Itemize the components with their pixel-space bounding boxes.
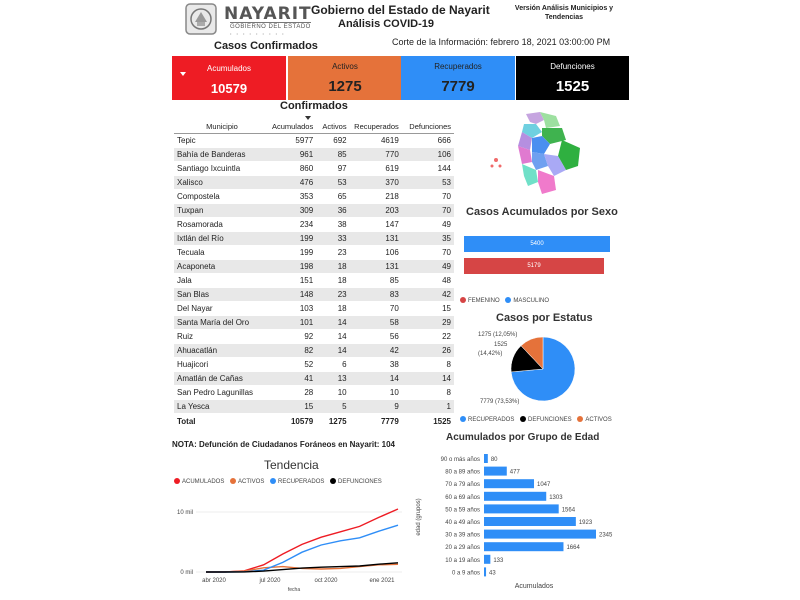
trend-x-tick: ene 2021: [369, 578, 395, 584]
legend-item[interactable]: [460, 417, 514, 423]
cell-acumulados: 309: [270, 204, 316, 218]
trend-x-axis-label: fecha: [287, 587, 301, 593]
legend-item[interactable]: [270, 479, 324, 485]
legend-item[interactable]: [520, 417, 572, 423]
legend-label: DEFUNCIONES: [338, 478, 382, 485]
legend-item[interactable]: [230, 479, 264, 485]
cell-recuperados: 370: [350, 176, 402, 190]
pie-label-recuperados: 7779 (73,53%): [480, 399, 520, 405]
cell-defunciones: 35: [402, 232, 454, 246]
cell-defunciones: 8: [402, 386, 454, 400]
cell-acumulados: 353: [270, 190, 316, 204]
table-row[interactable]: [174, 316, 454, 330]
cell-recuperados: 56: [350, 330, 402, 344]
cell-municipio: Ahuacatlán: [174, 344, 270, 358]
cell-activos: 85: [316, 148, 349, 162]
brand-ornament: • • • • • • • • •: [230, 31, 286, 36]
trend-line-acumulados[interactable]: [206, 509, 398, 572]
age-bar-value: 133: [493, 557, 504, 564]
total-cell: 10579: [270, 414, 316, 429]
kpi-recuperados[interactable]: [401, 56, 515, 100]
version-note: Versión Análisis Municipios y Tendencias: [514, 5, 614, 21]
table-row[interactable]: [174, 274, 454, 288]
age-bar-value: 80: [490, 457, 498, 463]
legend-dot-icon: [520, 416, 526, 422]
legend-dot-icon: [270, 478, 276, 484]
sex-bar-femenino[interactable]: 5179: [464, 258, 604, 274]
cell-defunciones: 53: [402, 176, 454, 190]
cell-defunciones: 22: [402, 330, 454, 344]
map-island: [494, 158, 498, 162]
table-row[interactable]: [174, 330, 454, 344]
column-header-acumulados[interactable]: [270, 113, 316, 134]
trend-x-tick: jul 2020: [259, 578, 281, 584]
table-row[interactable]: [174, 372, 454, 386]
kpi-defunciones[interactable]: [516, 56, 629, 100]
kpi-acumulados[interactable]: [172, 56, 286, 100]
age-bar[interactable]: [484, 467, 507, 476]
total-cell: 1525: [402, 414, 454, 429]
table-row[interactable]: [174, 288, 454, 302]
cell-municipio: Tuxpan: [174, 204, 270, 218]
cell-activos: 14: [316, 330, 349, 344]
table-title: Confirmados: [280, 100, 348, 112]
cell-recuperados: 203: [350, 204, 402, 218]
kpi-value: 7779: [441, 78, 475, 95]
age-bar[interactable]: [484, 492, 546, 501]
age-tick-label: 20 a 29 años: [445, 545, 480, 552]
cell-municipio: San Blas: [174, 288, 270, 302]
cell-acumulados: 101: [270, 316, 316, 330]
age-bar-value: 1664: [566, 545, 580, 552]
column-header-label: Acumulados: [271, 122, 314, 131]
kpi-value: 1275: [328, 78, 362, 95]
column-header-activos[interactable]: Activos: [316, 113, 349, 134]
brand-subtitle: GOBIERNO DEL ESTADO: [230, 24, 311, 30]
cell-activos: 18: [316, 302, 349, 316]
cell-recuperados: 770: [350, 148, 402, 162]
cell-municipio: Rosamorada: [174, 218, 270, 232]
column-header-recuperados[interactable]: Recuperados: [350, 113, 402, 134]
legend-label: RECUPERADOS: [278, 478, 325, 485]
cell-activos: 33: [316, 232, 349, 246]
cell-acumulados: 198: [270, 260, 316, 274]
map-island: [491, 165, 494, 168]
cell-municipio: Acaponeta: [174, 260, 270, 274]
municipalities-table: [174, 113, 454, 429]
cell-municipio: Amatlán de Cañas: [174, 372, 270, 386]
total-cell: Total: [174, 414, 270, 429]
table-row[interactable]: [174, 232, 454, 246]
legend-dot-icon: [230, 478, 236, 484]
sex-chart-title: Casos Acumulados por Sexo: [466, 206, 618, 218]
table-row[interactable]: [174, 400, 454, 414]
age-tick-label: 40 a 49 años: [445, 520, 480, 526]
cell-recuperados: 83: [350, 288, 402, 302]
trend-chart-legend: [174, 478, 386, 485]
column-header-municipio[interactable]: Municipio: [174, 113, 270, 134]
status-pie-chart[interactable]: [508, 334, 578, 404]
cell-municipio: San Pedro Lagunillas: [174, 386, 270, 400]
cell-activos: 6: [316, 358, 349, 372]
legend-dot-icon: [174, 478, 180, 484]
cell-activos: 14: [316, 316, 349, 330]
age-bar[interactable]: [484, 530, 596, 539]
cell-acumulados: 82: [270, 344, 316, 358]
legend-item[interactable]: [330, 479, 382, 485]
trend-y-tick: 10 mil: [176, 510, 193, 516]
cell-acumulados: 476: [270, 176, 316, 190]
cell-activos: 38: [316, 218, 349, 232]
cell-municipio: Tecuala: [174, 246, 270, 260]
nayarit-map[interactable]: [484, 110, 594, 202]
legend-dot-icon: [330, 478, 336, 484]
legend-dot-icon: [505, 297, 511, 303]
cell-acumulados: 41: [270, 372, 316, 386]
pie-label-defunciones-pct: (14,42%): [478, 351, 503, 357]
cell-acumulados: 234: [270, 218, 316, 232]
cell-recuperados: 85: [350, 274, 402, 288]
cell-activos: 97: [316, 162, 349, 176]
kpi-label: Activos: [332, 62, 358, 71]
page-subtitle: Análisis COVID-19: [338, 18, 434, 30]
data-cutoff-date: Corte de la Información: febrero 18, 2021 03:00:00 PM: [392, 37, 611, 47]
total-cell: 1275: [316, 414, 349, 429]
map-island: [499, 165, 502, 168]
trend-chart-title: Tendencia: [264, 458, 319, 472]
age-bar-chart[interactable]: [412, 448, 630, 598]
age-bar[interactable]: [484, 504, 559, 513]
cell-defunciones: 15: [402, 302, 454, 316]
cell-recuperados: 14: [350, 372, 402, 386]
kpi-value: 10579: [210, 81, 248, 96]
cell-acumulados: 92: [270, 330, 316, 344]
cell-acumulados: 151: [270, 274, 316, 288]
status-chart-title: Casos por Estatus: [496, 312, 593, 324]
cell-municipio: Ixtlán del Río: [174, 232, 270, 246]
cell-defunciones: 70: [402, 204, 454, 218]
cell-acumulados: 199: [270, 246, 316, 260]
age-chart-title: Acumulados por Grupo de Edad: [446, 432, 600, 443]
cell-municipio: Jala: [174, 274, 270, 288]
legend-label: MASCULINO: [513, 297, 550, 304]
cell-recuperados: 70: [350, 302, 402, 316]
cell-municipio: Del Nayar: [174, 302, 270, 316]
cell-recuperados: 42: [350, 344, 402, 358]
age-x-axis-label: Acumulados: [514, 583, 554, 590]
cell-municipio: Ruiz: [174, 330, 270, 344]
cell-municipio: Santiago Ixcuintla: [174, 162, 270, 176]
cell-acumulados: 28: [270, 386, 316, 400]
kpi-value: 1525: [555, 78, 590, 95]
age-bar[interactable]: [484, 567, 486, 576]
age-tick-label: 0 a 9 años: [451, 570, 480, 577]
cell-recuperados: 218: [350, 190, 402, 204]
table-row[interactable]: [174, 134, 454, 148]
cell-acumulados: 15: [270, 400, 316, 414]
pie-label-defunciones: 1525: [494, 342, 508, 348]
age-bar[interactable]: [484, 555, 490, 564]
legend-label: ACUMULADOS: [182, 478, 225, 485]
table-row[interactable]: [174, 176, 454, 190]
cell-acumulados: 860: [270, 162, 316, 176]
cell-activos: 692: [316, 134, 349, 148]
total-cell: 7779: [350, 414, 402, 429]
table-row[interactable]: [174, 260, 454, 274]
legend-label: DEFUNCIONES: [528, 416, 572, 423]
sort-down-icon: [305, 116, 311, 120]
cell-recuperados: 619: [350, 162, 402, 176]
cell-defunciones: 70: [402, 190, 454, 204]
age-tick-label: 50 a 59 años: [445, 507, 480, 514]
cell-activos: 23: [316, 288, 349, 302]
pie-label-activos: 1275 (12,05%): [478, 332, 518, 338]
cell-recuperados: 9: [350, 400, 402, 414]
trend-y-tick: 0 mil: [180, 570, 193, 576]
age-bar-value: 2345: [599, 532, 613, 539]
state-seal-icon: [184, 2, 218, 36]
age-bar-value: 1923: [578, 520, 593, 526]
kpi-label: Defunciones: [550, 62, 595, 71]
age-bar[interactable]: [484, 517, 576, 526]
cell-activos: 14: [316, 344, 349, 358]
cell-activos: 5: [316, 400, 349, 414]
cell-municipio: Huajicori: [174, 358, 270, 372]
cell-activos: 36: [316, 204, 349, 218]
cell-activos: 18: [316, 260, 349, 274]
cell-defunciones: 1: [402, 400, 454, 414]
cell-defunciones: 8: [402, 358, 454, 372]
age-tick-label: 70 a 79 años: [445, 482, 480, 489]
legend-dot-icon: [577, 416, 583, 422]
age-tick-label: 30 a 39 años: [445, 532, 480, 539]
cell-defunciones: 666: [402, 134, 454, 148]
age-bar-value: 43: [489, 570, 496, 577]
cell-acumulados: 5977: [270, 134, 316, 148]
cell-defunciones: 26: [402, 344, 454, 358]
sort-down-icon: [180, 72, 186, 76]
cell-defunciones: 70: [402, 246, 454, 260]
table-row[interactable]: [174, 204, 454, 218]
cell-defunciones: 49: [402, 218, 454, 232]
cell-defunciones: 42: [402, 288, 454, 302]
cell-acumulados: 961: [270, 148, 316, 162]
legend-label: FEMENINO: [468, 297, 500, 304]
kpi-label: Acumulados: [206, 64, 252, 73]
age-bar-value: 1303: [549, 494, 563, 501]
page-title: Gobierno del Estado de Nayarit: [311, 3, 490, 17]
cell-activos: 65: [316, 190, 349, 204]
cell-recuperados: 131: [350, 260, 402, 274]
cell-municipio: Compostela: [174, 190, 270, 204]
age-tick-label: 10 a 19 años: [445, 557, 480, 564]
confirmed-cases-heading: Casos Confirmados: [214, 40, 318, 52]
cell-activos: 53: [316, 176, 349, 190]
cell-defunciones: 48: [402, 274, 454, 288]
cell-defunciones: 14: [402, 372, 454, 386]
cell-activos: 18: [316, 274, 349, 288]
sex-bar-masculino[interactable]: 5400: [464, 236, 610, 252]
legend-label: ACTIVOS: [585, 416, 612, 423]
table-row[interactable]: [174, 218, 454, 232]
cell-acumulados: 52: [270, 358, 316, 372]
table-header-row: [174, 113, 454, 134]
cell-activos: 10: [316, 386, 349, 400]
legend-label: RECUPERADOS: [468, 416, 515, 423]
table-row[interactable]: [174, 246, 454, 260]
table-row[interactable]: [174, 148, 454, 162]
status-chart-legend: [460, 416, 616, 423]
table-row[interactable]: [174, 386, 454, 400]
kpi-label: Recuperados: [434, 62, 482, 71]
cell-municipio: Bahía de Banderas: [174, 148, 270, 162]
trend-line-chart[interactable]: [172, 496, 408, 596]
cell-activos: 23: [316, 246, 349, 260]
age-bar-value: 1047: [537, 482, 551, 489]
age-bar[interactable]: [484, 454, 488, 463]
table-total-row: [174, 414, 454, 429]
legend-dot-icon: [460, 416, 466, 422]
cell-acumulados: 199: [270, 232, 316, 246]
cell-defunciones: 144: [402, 162, 454, 176]
cell-recuperados: 58: [350, 316, 402, 330]
legend-item[interactable]: [505, 298, 549, 304]
cell-municipio: Xalisco: [174, 176, 270, 190]
sex-chart-legend: [460, 297, 553, 304]
cell-municipio: La Yesca: [174, 400, 270, 414]
table-row[interactable]: [174, 344, 454, 358]
column-header-defunciones[interactable]: Defunciones: [402, 113, 454, 134]
foreign-deaths-note: NOTA: Defunción de Ciudadanos Foráneos en Nayarit: 104: [172, 440, 395, 449]
trend-x-tick: oct 2020: [314, 578, 338, 584]
age-bar[interactable]: [484, 542, 563, 551]
age-tick-label: 80 a 89 años: [445, 469, 480, 476]
age-bar[interactable]: [484, 479, 534, 488]
age-tick-label: 60 a 69 años: [445, 494, 480, 501]
dashboard-page: [168, 0, 632, 600]
cell-recuperados: 10: [350, 386, 402, 400]
brand-logo-text: NAYARIT: [224, 4, 312, 24]
cell-recuperados: 4619: [350, 134, 402, 148]
cell-defunciones: 106: [402, 148, 454, 162]
legend-dot-icon: [460, 297, 466, 303]
cell-municipio: Santa María del Oro: [174, 316, 270, 330]
cell-recuperados: 106: [350, 246, 402, 260]
cell-municipio: Tepic: [174, 134, 270, 148]
table-row[interactable]: [174, 302, 454, 316]
cell-recuperados: 38: [350, 358, 402, 372]
trend-x-tick: abr 2020: [202, 578, 226, 584]
age-bar-value: 477: [509, 469, 520, 476]
age-tick-label: 90 o más años: [440, 457, 480, 463]
cell-acumulados: 148: [270, 288, 316, 302]
trend-line-defunciones[interactable]: [206, 563, 398, 572]
age-bar-value: 1564: [561, 507, 576, 514]
table-row[interactable]: [174, 162, 454, 176]
legend-item[interactable]: [577, 417, 611, 423]
legend-item[interactable]: [174, 479, 224, 485]
table-row[interactable]: [174, 358, 454, 372]
cell-defunciones: 49: [402, 260, 454, 274]
age-y-axis-label: edad (grupos): [416, 498, 422, 536]
cell-defunciones: 29: [402, 316, 454, 330]
cell-acumulados: 103: [270, 302, 316, 316]
legend-item[interactable]: [460, 298, 500, 304]
table-row[interactable]: [174, 190, 454, 204]
kpi-activos[interactable]: [288, 56, 402, 100]
cell-recuperados: 131: [350, 232, 402, 246]
legend-label: ACTIVOS: [238, 478, 265, 485]
cell-recuperados: 147: [350, 218, 402, 232]
cell-activos: 13: [316, 372, 349, 386]
